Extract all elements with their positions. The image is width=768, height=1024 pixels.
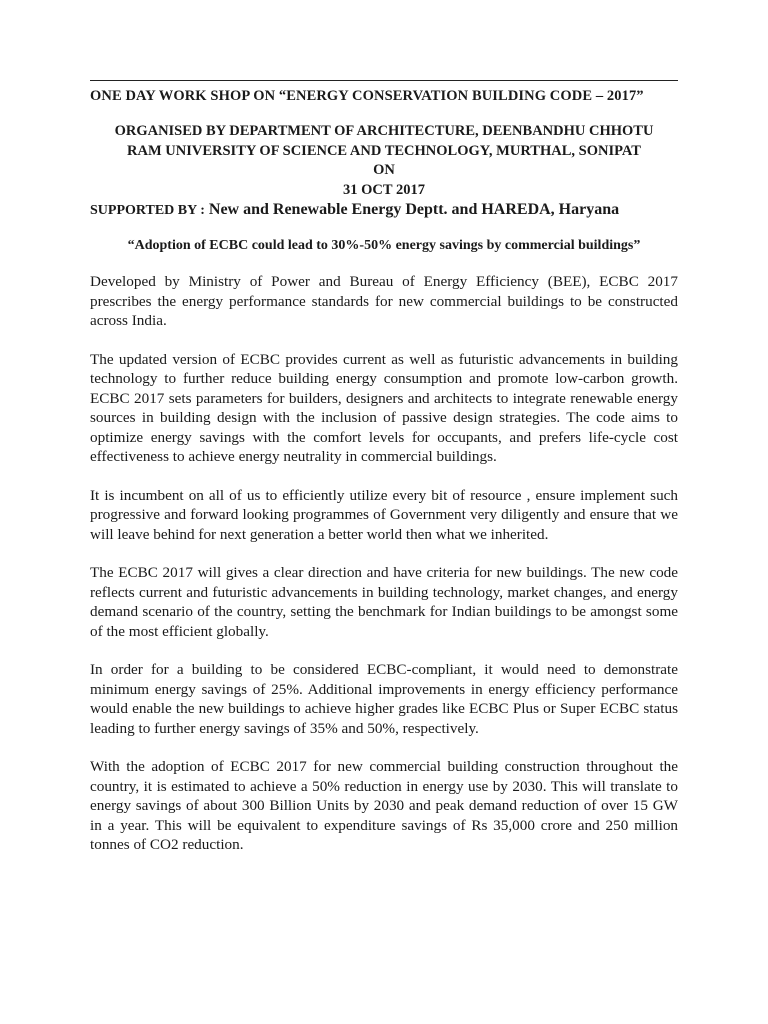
workshop-heading: ONE DAY WORK SHOP ON “ENERGY CONSERVATION BUILDING CODE – 2017” [90, 88, 644, 104]
document-page [90, 80, 678, 870]
paragraph: The updated version of ECBC provides current as well as futuristic advancements in building technology to further reduce building energy consumption and promote low-carbon growth. ECBC 2017 sets parameters for builders, designers and architects to integrate renewable energy sources in building design with the inclusion of passive design strategies. The code aims to optimize energy savings with the comfort levels for occupants, and prefers life-cycle cost effectiveness to achieve energy neutrality in commercial buildings. [90, 350, 678, 465]
paragraph: In order for a building to be considered ECBC-compliant, it would need to demonstrate minimum energy savings of 25%. Additional improvements in energy efficiency performance would enable the new buildings to achieve higher grades like ECBC Plus or Super ECBC status leading to further energy savings of 35% and 50%, respectively. [90, 661, 678, 737]
paragraph: The ECBC 2017 will gives a clear direction and have criteria for new buildings. The new code reflects current and futuristic advancements in building technology, market changes, and energy demand scenario of the country, setting the benchmark for Indian buildings to be amongst some of the most efficient globally. [90, 564, 678, 640]
supported-by-label: SUPPORTED BY : [90, 203, 205, 218]
supported-by-value: New and Renewable Energy Deptt. and HAREDA, Haryana [208, 201, 620, 218]
paragraph: Developed by Ministry of Power and Bureau of Energy Efficiency (BEE), ECBC 2017 prescribes the energy performance standards for new commercial buildings to be constructed across India. [90, 273, 678, 329]
supported-by [90, 201, 678, 219]
event-date: 31 OCT 2017 [343, 181, 425, 198]
organiser-line-3: ON [373, 162, 395, 178]
headline-quote: “Adoption of ECBC could lead to 30%-50% energy savings by commercial buildings” [127, 238, 641, 253]
organiser-line-2: RAM UNIVERSITY OF SCIENCE AND TECHNOLOGY, MURTHAL, SONIPAT [127, 142, 641, 159]
paragraph: With the adoption of ECBC 2017 for new commercial building construction throughout the country, it is estimated to achieve a 50% reduction in energy use by 2030. This will translate to energy savings of about 300 Billion Units by 2030 and peak demand reduction of over 15 GW in a year. This will be equivalent to expenditure savings of Rs 35,000 crore and 250 million tonnes of CO2 reduction. [90, 758, 678, 853]
organiser-block [90, 122, 678, 200]
top-rule [90, 80, 678, 81]
organiser-line-1: ORGANISED BY DEPARTMENT OF ARCHITECTURE, DEENBANDHU CHHOTU [114, 123, 654, 139]
paragraph: It is incumbent on all of us to efficiently utilize every bit of resource , ensure implement such progressive and forward looking programmes of Government very diligently and ensure that we will leave behind for next generation a better world then what we inherited. [90, 486, 678, 543]
